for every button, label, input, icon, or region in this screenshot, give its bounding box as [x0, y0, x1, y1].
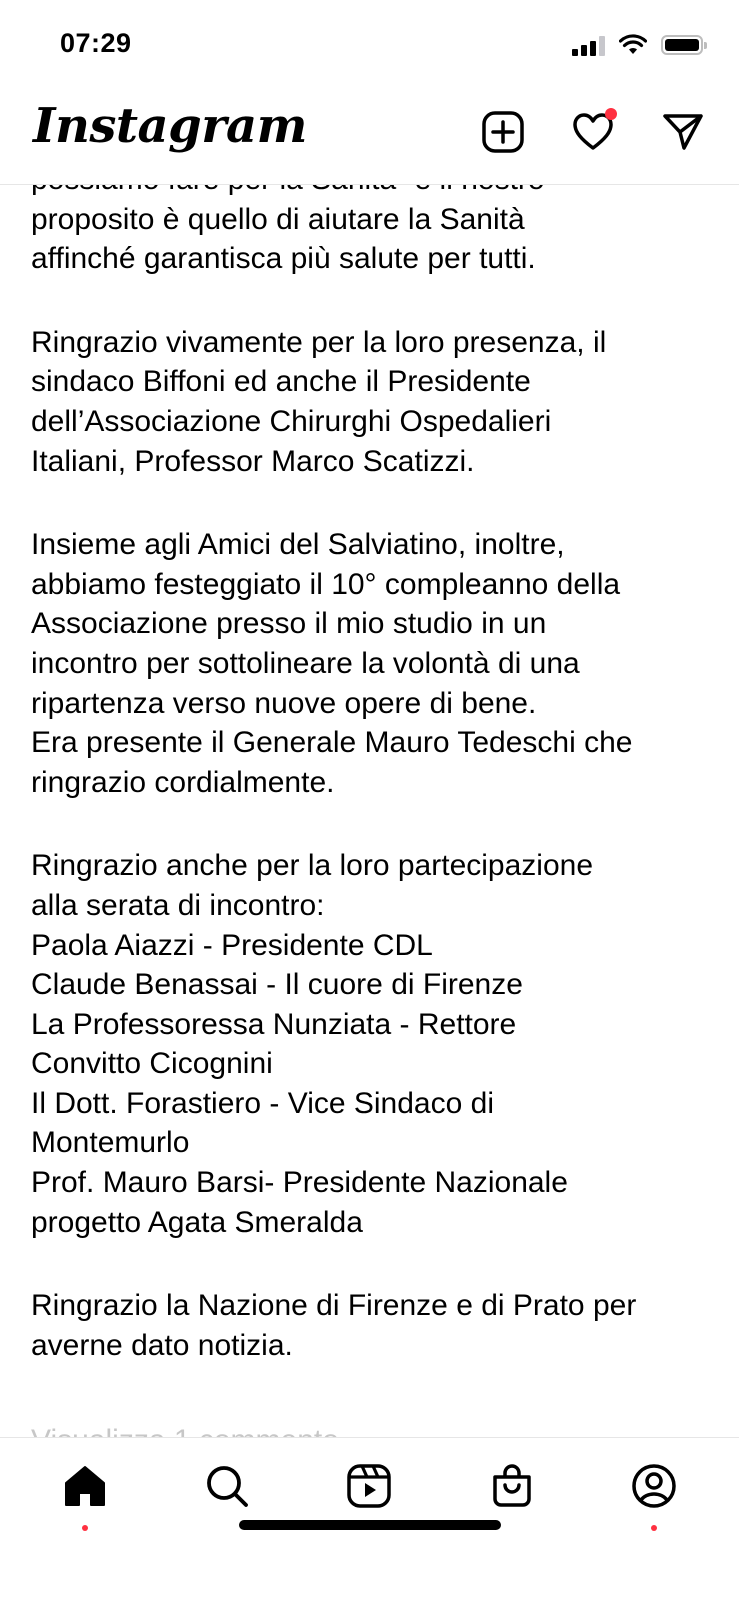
home-indicator	[239, 1520, 501, 1530]
activity-button[interactable]	[571, 110, 615, 154]
caption-line: Il Dott. Forastiero - Vice Sindaco di	[31, 1086, 494, 1120]
caption-line: Ringrazio la Nazione di Firenze e di Prato per	[31, 1289, 637, 1323]
instagram-logo[interactable]: Instagram	[33, 98, 307, 154]
caption-paragraph	[31, 1286, 721, 1365]
caption-line: Paola Aiazzi - Presidente CDL	[31, 928, 433, 962]
messages-button[interactable]	[661, 110, 705, 154]
caption-line: Ringrazio vivamente per la loro presenza, il	[31, 325, 607, 359]
home-icon	[62, 1463, 108, 1509]
caption-line: alla serata di incontro:	[31, 888, 325, 922]
reels-icon	[346, 1463, 392, 1509]
caption-line: Italiani, Professor Marco Scatizzi.	[31, 444, 475, 478]
caption-line: Era presente il Generale Mauro Tedeschi che	[31, 726, 633, 760]
caption-line: Convitto Cicognini	[31, 1047, 273, 1081]
caption-line: ripartenza verso nuove opere di bene.	[31, 686, 537, 720]
caption-line: affinché garantisca più salute per tutti.	[31, 242, 536, 276]
wifi-icon	[619, 34, 647, 56]
header-actions	[481, 110, 705, 154]
caption-paragraph	[31, 846, 721, 1242]
paper-plane-icon	[661, 110, 705, 154]
caption-paragraph	[31, 525, 721, 802]
caption-line: dell’Associazione Chirurghi Ospedalieri	[31, 404, 552, 438]
plus-square-icon	[481, 110, 525, 154]
caption-line: averne dato notizia.	[31, 1328, 293, 1362]
nav-profile-dot	[651, 1525, 657, 1531]
status-bar	[0, 0, 739, 92]
shopping-bag-icon	[489, 1463, 535, 1509]
caption-line: Claude Benassai - Il cuore di Firenze	[31, 968, 523, 1002]
cellular-signal-icon	[572, 34, 605, 56]
caption-line: Montemurlo	[31, 1126, 190, 1160]
status-time: 07:29	[60, 28, 132, 58]
caption-line: proposito è quello di aiutare la Sanità	[31, 202, 525, 236]
battery-level	[665, 39, 699, 51]
caption-line: Prof. Mauro Barsi- Presidente Nazionale	[31, 1166, 568, 1200]
caption-paragraph	[31, 323, 721, 481]
profile-icon	[631, 1463, 677, 1509]
nav-home-dot	[82, 1525, 88, 1531]
caption-line: incontro per sottolineare la volontà di una	[31, 646, 580, 680]
caption-line: abbiamo festeggiato il 10° compleanno della	[31, 567, 621, 601]
caption-line: Associazione presso il mio studio in un	[31, 607, 547, 641]
caption-line: ringrazio cordialmente.	[31, 765, 335, 799]
status-icons	[572, 34, 703, 56]
notification-dot	[605, 108, 617, 120]
nav-shop[interactable]	[482, 1456, 542, 1516]
caption-line: sindaco Biffoni ed anche il Presidente	[31, 365, 531, 399]
post-caption	[31, 160, 721, 1409]
bottom-nav	[0, 1437, 739, 1601]
caption-line: Ringrazio anche per la loro partecipazione	[31, 849, 594, 883]
caption-line: Insieme agli Amici del Salviatino, inoltre,	[31, 528, 565, 562]
app-header	[0, 92, 739, 185]
search-icon	[204, 1463, 250, 1509]
new-post-button[interactable]	[481, 110, 525, 154]
nav-home[interactable]	[55, 1456, 115, 1516]
battery-icon	[661, 35, 703, 55]
nav-reels[interactable]	[339, 1456, 399, 1516]
caption-line: La Professoressa Nunziata - Rettore	[31, 1007, 517, 1041]
caption-line: progetto Agata Smeralda	[31, 1205, 363, 1239]
nav-search[interactable]	[197, 1456, 257, 1516]
nav-profile[interactable]	[624, 1456, 684, 1516]
